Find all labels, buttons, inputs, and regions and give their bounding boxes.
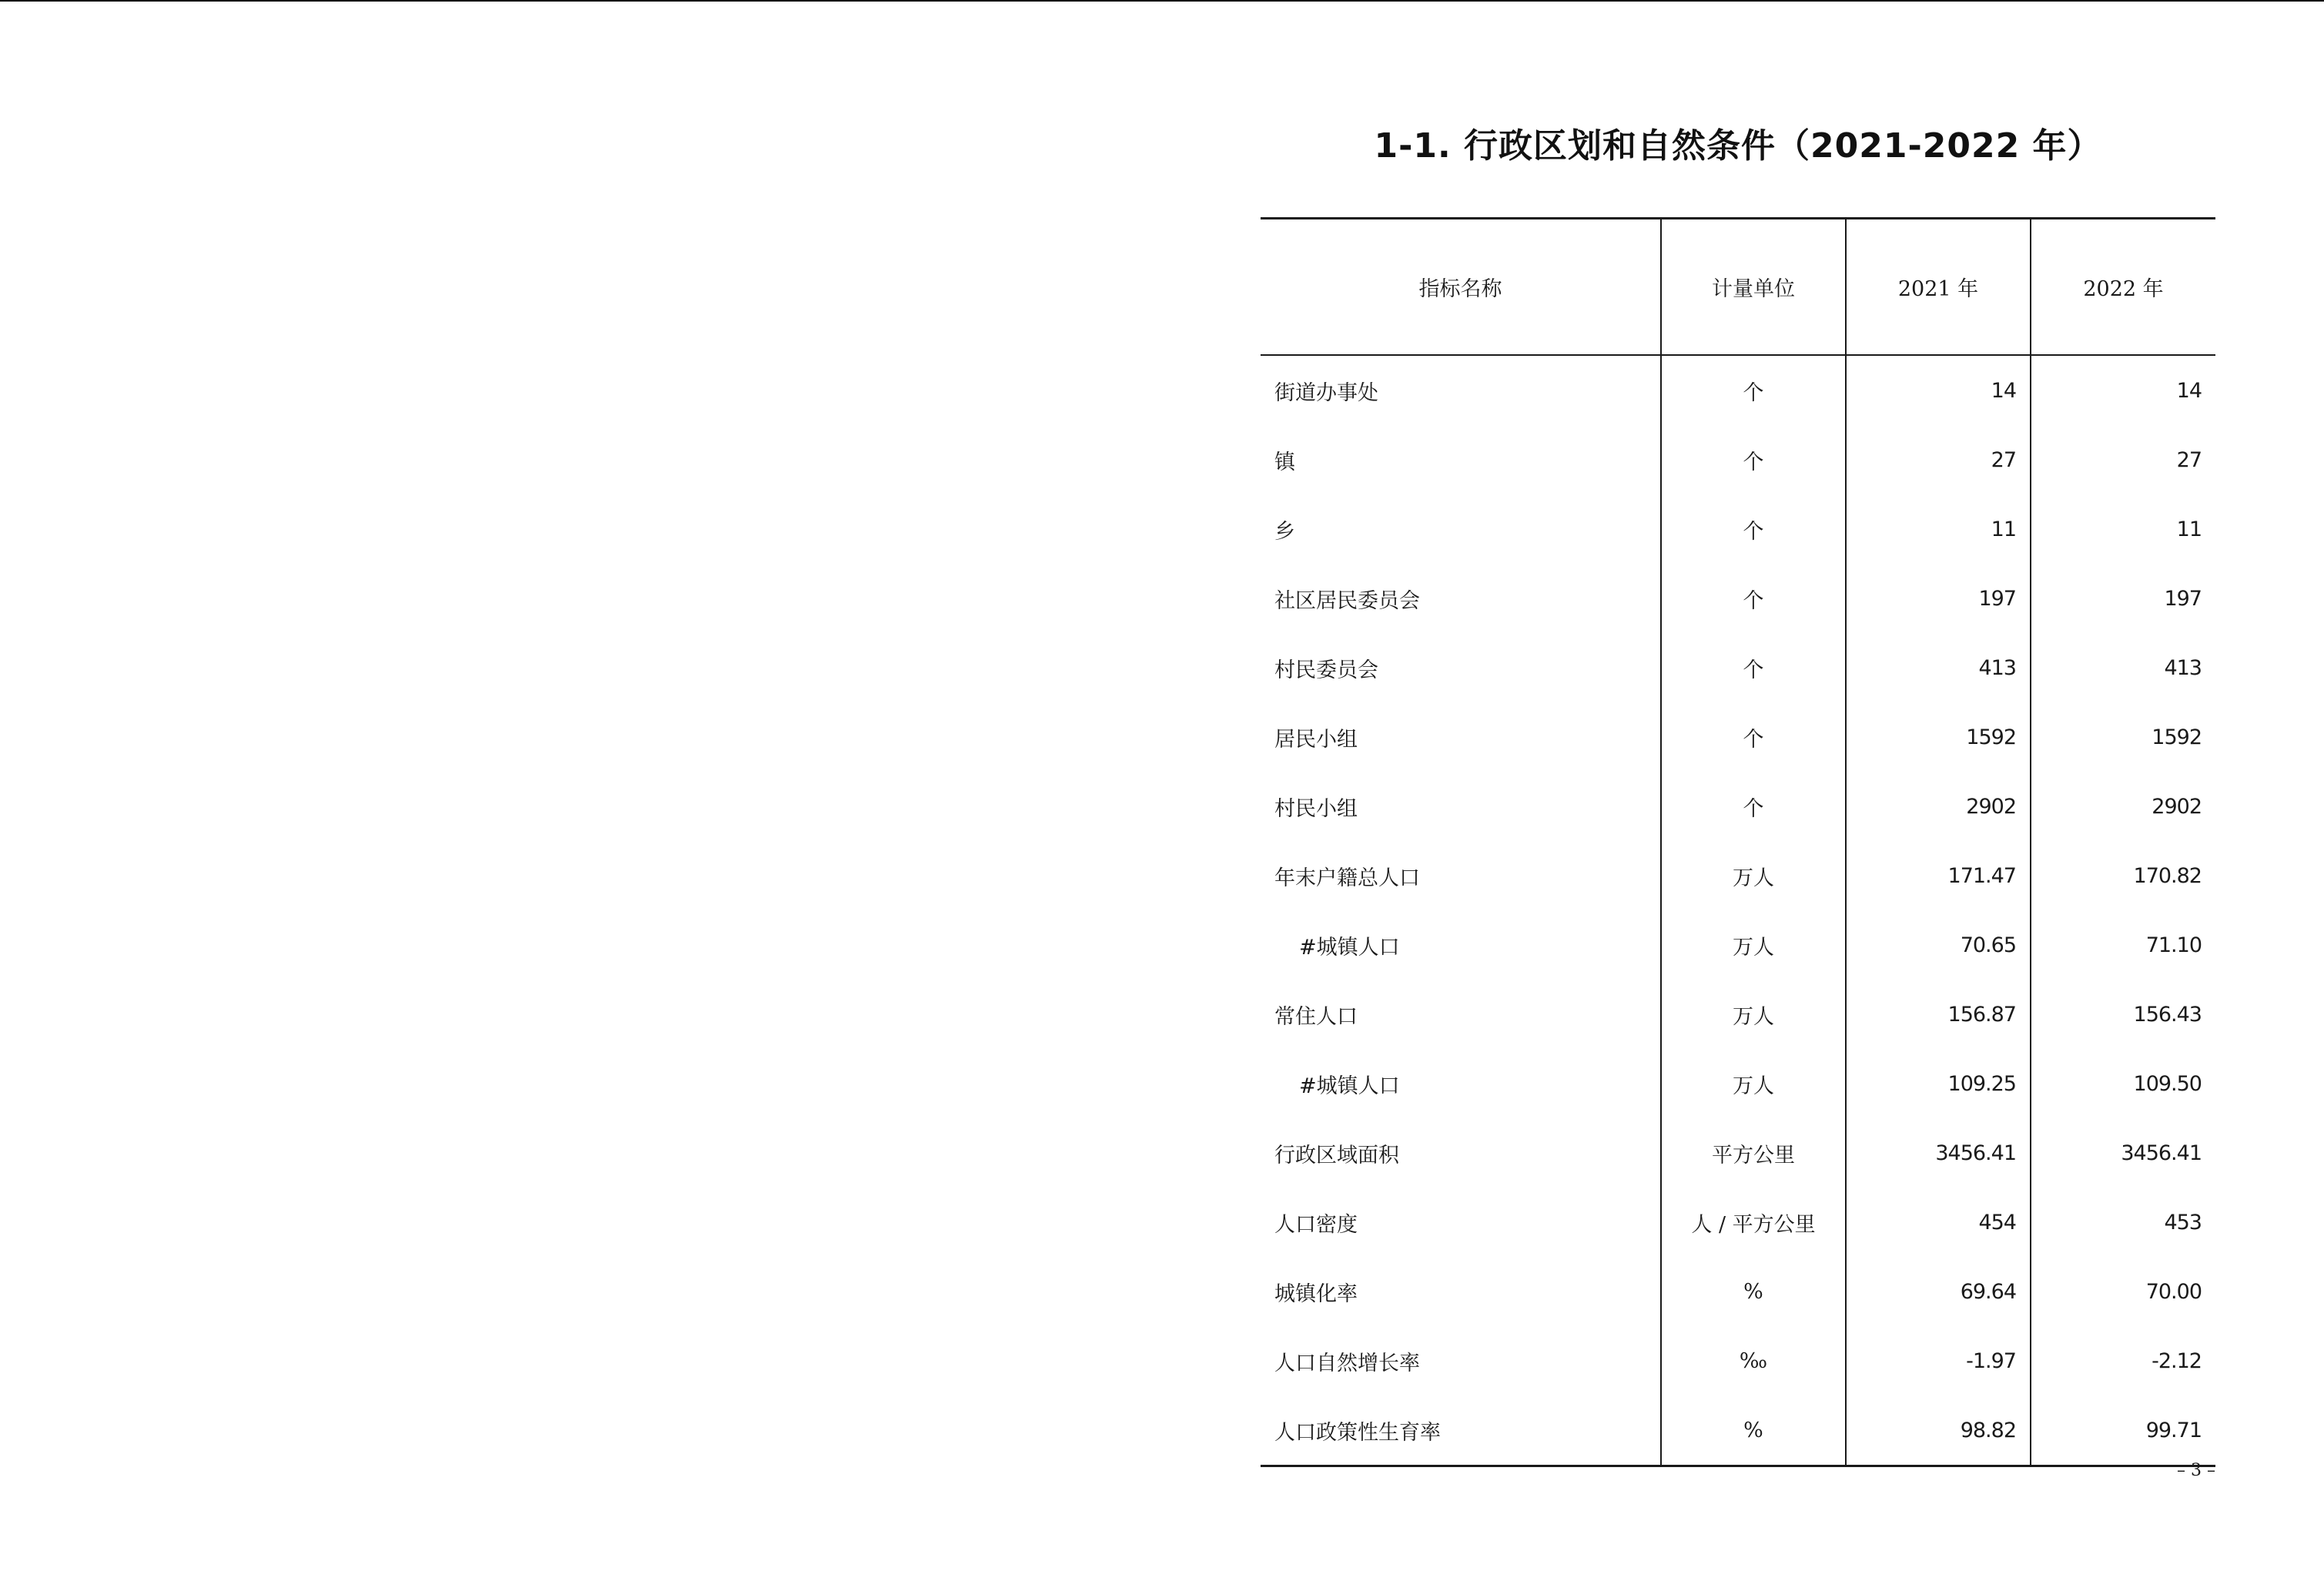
top-border-rule bbox=[0, 0, 2324, 2]
table-row bbox=[1261, 1257, 2215, 1326]
table-row bbox=[1261, 980, 2215, 1049]
table-row bbox=[1261, 910, 2215, 980]
value-2022: 70.00 bbox=[2031, 1257, 2215, 1326]
indicator-unit: 人 / 平方公里 bbox=[1661, 1188, 1846, 1257]
value-2022: 170.82 bbox=[2031, 841, 2215, 910]
header-year-2021: 2021 年 bbox=[1846, 219, 2031, 356]
value-2022: 14 bbox=[2031, 355, 2215, 425]
value-2022: 99.71 bbox=[2031, 1395, 2215, 1466]
indicator-unit: 个 bbox=[1661, 633, 1846, 702]
value-2021: 171.47 bbox=[1846, 841, 2031, 910]
header-indicator-name: 指标名称 bbox=[1261, 219, 1661, 356]
indicator-name: 年末户籍总人口 bbox=[1274, 866, 1420, 890]
page-title: 1-1. 行政区划和自然条件（2021-2022 年） bbox=[1374, 126, 2102, 166]
indicator-unit: 个 bbox=[1661, 772, 1846, 841]
indicator-unit: 万人 bbox=[1661, 1049, 1846, 1118]
value-2021: 454 bbox=[1846, 1188, 2031, 1257]
value-2021: 3456.41 bbox=[1846, 1118, 2031, 1188]
indicator-unit: ‰ bbox=[1661, 1326, 1846, 1395]
indicator-unit: % bbox=[1661, 1257, 1846, 1326]
value-2022: 71.10 bbox=[2031, 910, 2215, 980]
indicator-unit: 个 bbox=[1661, 494, 1846, 564]
value-2022: 27 bbox=[2031, 425, 2215, 494]
indicator-unit: 万人 bbox=[1661, 980, 1846, 1049]
header-unit: 计量单位 bbox=[1661, 219, 1846, 356]
indicator-name: 城镇化率 bbox=[1274, 1281, 1358, 1306]
value-2022: 197 bbox=[2031, 564, 2215, 633]
table-row bbox=[1261, 564, 2215, 633]
value-2021: 70.65 bbox=[1846, 910, 2031, 980]
indicator-unit: 万人 bbox=[1661, 841, 1846, 910]
table-row bbox=[1261, 1188, 2215, 1257]
indicator-name: 村民小组 bbox=[1274, 796, 1358, 821]
value-2022: -2.12 bbox=[2031, 1326, 2215, 1395]
value-2022: 109.50 bbox=[2031, 1049, 2215, 1118]
indicator-unit: % bbox=[1661, 1395, 1846, 1466]
indicator-unit: 个 bbox=[1661, 355, 1846, 425]
value-2021: -1.97 bbox=[1846, 1326, 2031, 1395]
indicator-unit: 个 bbox=[1661, 425, 1846, 494]
value-2021: 2902 bbox=[1846, 772, 2031, 841]
indicator-name: #城镇人口 bbox=[1299, 1074, 1400, 1098]
indicator-name: 人口密度 bbox=[1274, 1212, 1358, 1237]
indicator-name: 常住人口 bbox=[1274, 1004, 1358, 1029]
table-row bbox=[1261, 425, 2215, 494]
indicator-name: 街道办事处 bbox=[1274, 380, 1378, 405]
table-row bbox=[1261, 1118, 2215, 1188]
indicator-name: #城镇人口 bbox=[1299, 935, 1400, 960]
table-row bbox=[1261, 772, 2215, 841]
table-row bbox=[1261, 702, 2215, 772]
indicator-unit: 平方公里 bbox=[1661, 1118, 1846, 1188]
indicator-name: 行政区域面积 bbox=[1274, 1143, 1399, 1168]
value-2021: 98.82 bbox=[1846, 1395, 2031, 1466]
indicator-unit: 个 bbox=[1661, 564, 1846, 633]
value-2021: 69.64 bbox=[1846, 1257, 2031, 1326]
indicator-name: 社区居民委员会 bbox=[1274, 588, 1420, 613]
table-row bbox=[1261, 494, 2215, 564]
value-2022: 413 bbox=[2031, 633, 2215, 702]
value-2021: 14 bbox=[1846, 355, 2031, 425]
page-number: – 3 – bbox=[2177, 1461, 2215, 1480]
value-2022: 453 bbox=[2031, 1188, 2215, 1257]
value-2022: 1592 bbox=[2031, 702, 2215, 772]
header-year-2022: 2022 年 bbox=[2031, 219, 2215, 356]
table-row bbox=[1261, 1326, 2215, 1395]
value-2021: 197 bbox=[1846, 564, 2031, 633]
value-2021: 413 bbox=[1846, 633, 2031, 702]
indicator-unit: 个 bbox=[1661, 702, 1846, 772]
value-2021: 156.87 bbox=[1846, 980, 2031, 1049]
value-2022: 11 bbox=[2031, 494, 2215, 564]
table-row bbox=[1261, 355, 2215, 425]
value-2021: 27 bbox=[1846, 425, 2031, 494]
table-row bbox=[1261, 633, 2215, 702]
indicator-name: 人口自然增长率 bbox=[1274, 1351, 1420, 1375]
table-row bbox=[1261, 1049, 2215, 1118]
table-row bbox=[1261, 841, 2215, 910]
indicator-name: 乡 bbox=[1274, 519, 1295, 544]
indicator-name: 村民委员会 bbox=[1274, 658, 1378, 682]
indicator-name: 人口政策性生育率 bbox=[1274, 1420, 1441, 1445]
indicator-name: 镇 bbox=[1274, 450, 1295, 474]
value-2021: 109.25 bbox=[1846, 1049, 2031, 1118]
value-2022: 3456.41 bbox=[2031, 1118, 2215, 1188]
indicator-name: 居民小组 bbox=[1274, 727, 1358, 752]
value-2022: 2902 bbox=[2031, 772, 2215, 841]
value-2021: 11 bbox=[1846, 494, 2031, 564]
indicator-unit: 万人 bbox=[1661, 910, 1846, 980]
table-header-row bbox=[1261, 219, 2215, 356]
value-2022: 156.43 bbox=[2031, 980, 2215, 1049]
value-2021: 1592 bbox=[1846, 702, 2031, 772]
statistics-table bbox=[1261, 217, 2215, 1467]
table-row bbox=[1261, 1395, 2215, 1466]
